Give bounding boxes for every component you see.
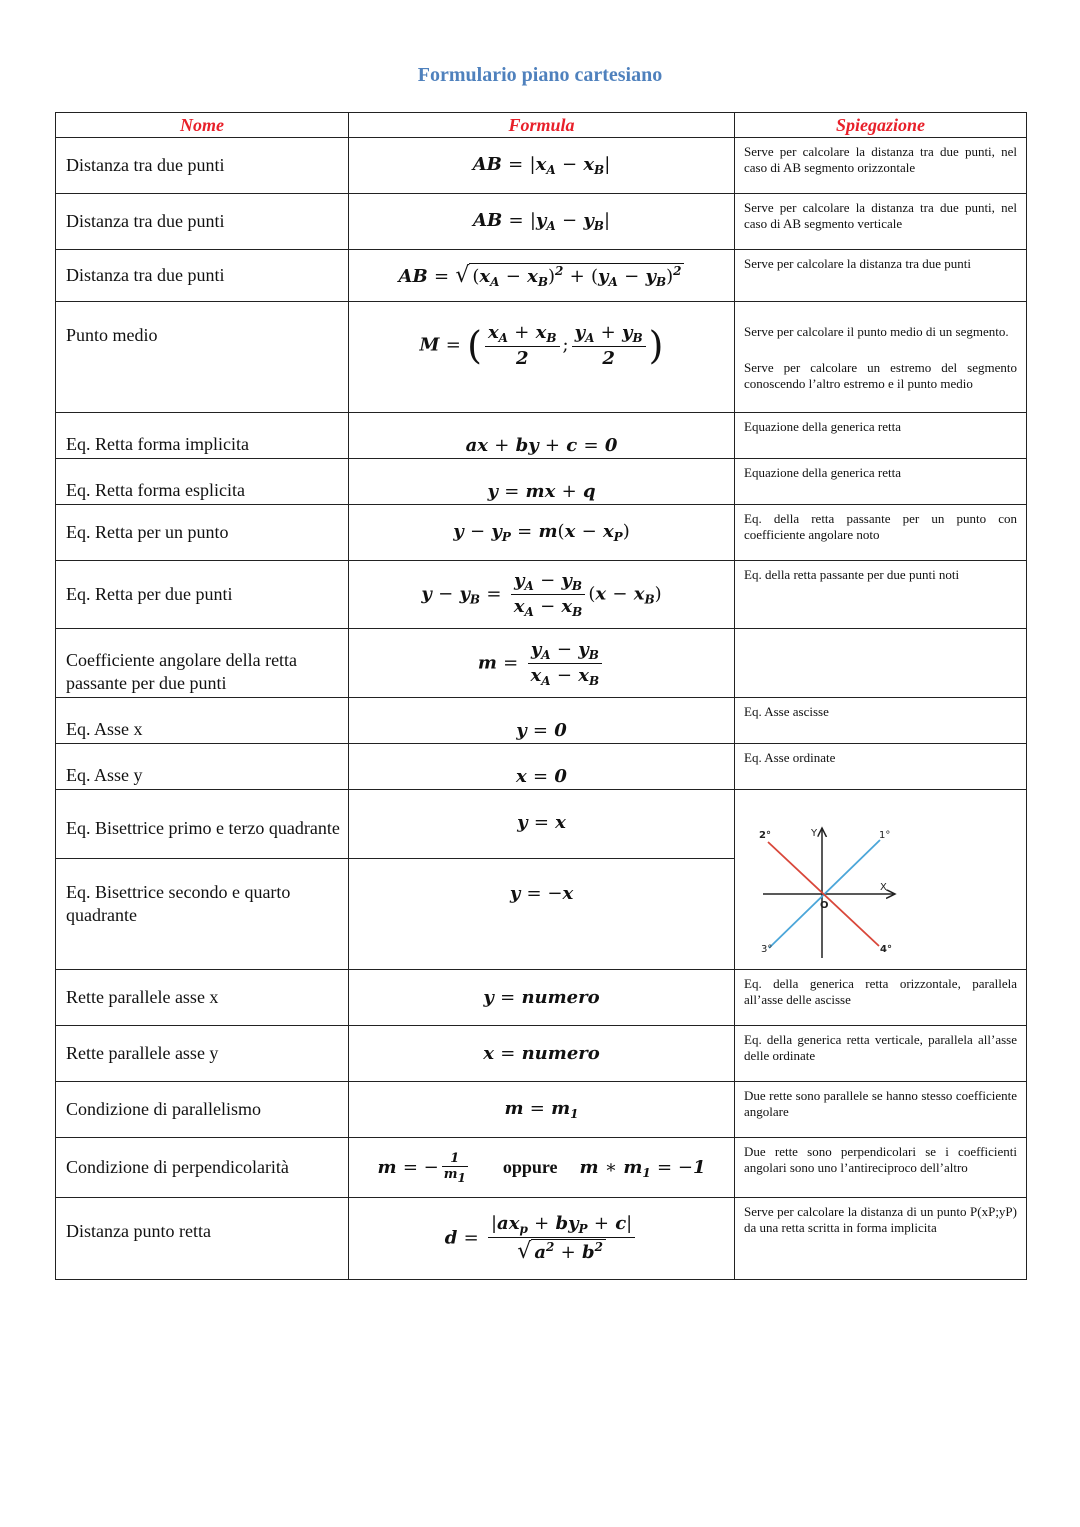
formula-parallel-x: y = numero (349, 970, 735, 1026)
formula-table (55, 112, 1027, 1280)
row-name: Condizione di parallelismo (56, 1082, 349, 1138)
table-header-row (56, 113, 1027, 138)
row-name: Eq. Bisettrice secondo e quarto quadrante (56, 858, 349, 969)
formula-parallel-y: x = numero (349, 1026, 735, 1082)
row-explanation: Equazione della generica retta (735, 459, 1027, 505)
row-explanation: Eq. Asse ascisse (735, 698, 1027, 744)
table-row (56, 970, 1027, 1026)
header-formula: Formula (349, 113, 735, 138)
row-explanation (735, 629, 1027, 698)
explanation-endpoint: Serve per calcolare un estremo del segmento conoscendo l’altro estremo e il punto medio (744, 360, 1017, 391)
formula-line-through-point: $y - y_P = m(x - x_P)$ (349, 505, 735, 561)
row-name: Distanza tra due punti (56, 138, 349, 194)
row-explanation: Eq. Asse ordinate (735, 744, 1027, 790)
row-name: Eq. Retta per un punto (56, 505, 349, 561)
row-name: Condizione di perpendicolarità (56, 1138, 349, 1198)
row-name: Eq. Retta per due punti (56, 561, 349, 629)
table-row (56, 413, 1027, 459)
formula-midpoint: M = ( $\frac{x_A + x_B}{2}$ ; $\frac{y_A + y_B}{2}$ ) (349, 302, 735, 413)
formula-distance-general: AB = √ $(x_A - x_B)^2 + (y_A - y_B)^2$ (349, 250, 735, 302)
row-explanation: Serve per calcolare la distanza tra due punti, nel caso di AB segmento orizzontale (735, 138, 1027, 194)
row-name: Punto medio (56, 302, 349, 413)
formula-distance-vertical: AB = $|y_A - y_B|$ (349, 194, 735, 250)
oppure-label: oppure (502, 1156, 558, 1177)
row-name: Distanza tra due punti (56, 250, 349, 302)
header-name: Nome (56, 113, 349, 138)
quadrant-4-label: 4° (880, 944, 892, 955)
row-name: Rette parallele asse y (56, 1026, 349, 1082)
row-name: Rette parallele asse x (56, 970, 349, 1026)
row-name: Eq. Bisettrice primo e terzo quadrante (56, 790, 349, 859)
row-name: Eq. Retta forma implicita (56, 413, 349, 459)
formula-implicit-line: ax + by + c = 0 (349, 413, 735, 459)
table-row (56, 1026, 1027, 1082)
table-row (56, 1082, 1027, 1138)
table-row (56, 194, 1027, 250)
formula-distance-horizontal: AB = $|x_A - x_B|$ (349, 138, 735, 194)
table-row (56, 250, 1027, 302)
formula-line-through-two-points: $y - y_B$ = $\frac{y_A - y_B}{x_A - x_B}$ $(x - x_B)$ (349, 561, 735, 629)
table-row (56, 505, 1027, 561)
row-explanation: Serve per calcolare la distanza di un punto P(xP;yP) da una retta scritta in forma implicita (735, 1198, 1027, 1280)
row-name: Distanza tra due punti (56, 194, 349, 250)
row-explanation (735, 302, 1027, 413)
row-explanation: Equazione della generica retta (735, 413, 1027, 459)
quadrant-1-label: 1° (879, 830, 891, 841)
table-row (56, 561, 1027, 629)
page-title: Formulario piano cartesiano (417, 64, 663, 86)
formula-y-axis: x = 0 (349, 744, 735, 790)
formula-perpendicularity: m = − $\frac{1}{m_1}$ oppure m ∗ $m_1 = -1$ (349, 1138, 735, 1198)
row-name: Eq. Retta forma esplicita (56, 459, 349, 505)
table-row (56, 459, 1027, 505)
quadrant-2-label: 2° (759, 830, 771, 841)
table-row (56, 138, 1027, 194)
formula-slope: m = $\frac{y_A - y_B}{x_A - x_B}$ (349, 629, 735, 698)
y-axis-label: Y (811, 828, 818, 839)
row-explanation: Eq. della retta passante per due punti noti (735, 561, 1027, 629)
formula-x-axis: y = 0 (349, 698, 735, 744)
quadrant-3-label: 3° (761, 944, 773, 955)
formula-bisector-1-3: y = x (349, 790, 735, 859)
table-row (56, 744, 1027, 790)
table-row (56, 629, 1027, 698)
x-axis-label: X (880, 882, 887, 893)
table-row (56, 698, 1027, 744)
row-name: Coefficiente angolare della retta passante per due punti (56, 629, 349, 698)
explanation-midpoint: Serve per calcolare il punto medio di un segmento. (744, 324, 1009, 339)
formula-point-line-distance: d = $\frac{|ax_p + by_P + c|}{√ a^2 + b^2}$ (349, 1198, 735, 1280)
row-explanation: Serve per calcolare la distanza tra due punti, nel caso di AB segmento verticale (735, 194, 1027, 250)
bisectors-diagram (735, 790, 1025, 964)
table-row (56, 1138, 1027, 1198)
bisectors-diagram-cell (735, 790, 1027, 970)
row-explanation: Due rette sono parallele se hanno stesso coefficiente angolare (735, 1082, 1027, 1138)
header-explanation: Spiegazione (735, 113, 1027, 138)
row-name: Eq. Asse x (56, 698, 349, 744)
table-row (56, 790, 1027, 859)
formula-parallelism: $m = m_1$ (349, 1082, 735, 1138)
row-explanation: Eq. della generica retta orizzontale, parallela all’asse delle ascisse (735, 970, 1027, 1026)
row-name: Distanza punto retta (56, 1198, 349, 1280)
row-explanation: Serve per calcolare la distanza tra due punti (735, 250, 1027, 302)
table-row (56, 302, 1027, 413)
row-explanation: Eq. della retta passante per un punto con coefficiente angolare noto (735, 505, 1027, 561)
origin-label: O (820, 900, 829, 911)
row-explanation: Eq. della generica retta verticale, parallela all’asse delle ordinate (735, 1026, 1027, 1082)
formula-explicit-line: y = mx + q (349, 459, 735, 505)
table-row (56, 1198, 1027, 1280)
row-name: Eq. Asse y (56, 744, 349, 790)
formula-bisector-2-4: y = −x (349, 858, 735, 969)
row-explanation: Due rette sono perpendicolari se i coefficienti angolari sono uno l’antireciproco dell’altro (735, 1138, 1027, 1198)
